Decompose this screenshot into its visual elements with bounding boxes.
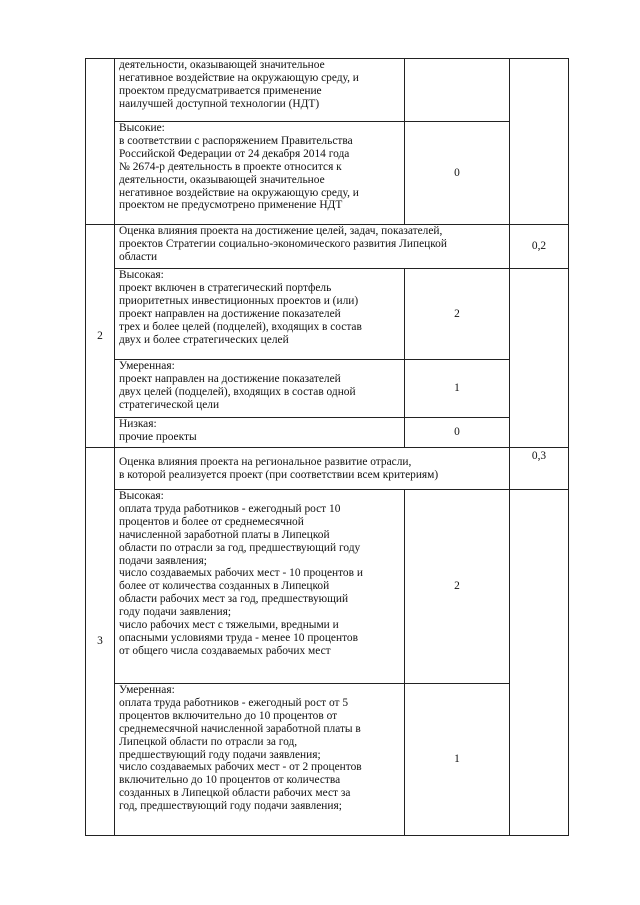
text-line: оплата труда работников - ежегодный рост 10 bbox=[119, 502, 341, 515]
section-number: 3 bbox=[86, 448, 115, 836]
table-row bbox=[86, 684, 569, 836]
table-row bbox=[86, 225, 569, 269]
text-line: от общего числа создаваемых рабочих мест bbox=[119, 644, 331, 657]
text-line: в соответствии с распоряжением Правительства bbox=[119, 134, 353, 147]
score-cell: 0 bbox=[405, 418, 510, 448]
level-label: Высокие: bbox=[119, 122, 165, 134]
text-line: созданных в Липецкой области рабочих мест за bbox=[119, 787, 351, 800]
text-line: число рабочих мест с тяжелыми, вредными и bbox=[119, 619, 339, 632]
text-line: проектом предусматривается применение bbox=[119, 84, 322, 97]
criterion-text bbox=[115, 490, 405, 684]
text-line: более от количества созданных в Липецкой bbox=[119, 580, 330, 593]
score-cell: 2 bbox=[405, 269, 510, 360]
text-line: прочие проекты bbox=[119, 430, 197, 443]
criterion-text bbox=[115, 269, 405, 360]
section-number-cell bbox=[86, 59, 115, 225]
text-line: число создаваемых рабочих мест - от 2 процентов bbox=[119, 761, 362, 774]
text-line: начисленной заработной платы в Липецкой bbox=[119, 528, 330, 541]
score-cell: 1 bbox=[405, 360, 510, 418]
criterion-heading bbox=[115, 225, 510, 269]
criterion-heading bbox=[115, 448, 510, 490]
text-line: среднемесячной начисленной заработной платы в bbox=[119, 722, 361, 735]
text-line: число создаваемых рабочих мест - 10 процентов и bbox=[119, 567, 363, 580]
text-line: деятельности, оказывающей значительное bbox=[119, 173, 325, 186]
weight-cell bbox=[510, 269, 569, 448]
criterion-text bbox=[115, 122, 405, 225]
text-line: двух целей (подцелей), входящих в состав одной bbox=[119, 385, 356, 398]
level-label: Умеренная: bbox=[119, 360, 175, 372]
text-line: году подачи заявления; bbox=[119, 606, 231, 619]
text-line: Оценка влияния проекта на достижение целей, задач, показателей, bbox=[119, 225, 443, 237]
table-row bbox=[86, 122, 569, 225]
text-line: негативное воздействие на окружающую среду, и bbox=[119, 186, 359, 199]
criterion-text bbox=[115, 59, 405, 122]
text-line: № 2674-р деятельность в проекте относится к bbox=[119, 160, 342, 173]
text-line: трех и более целей (подцелей), входящих в состав bbox=[119, 320, 362, 333]
criterion-text bbox=[115, 418, 405, 448]
text-line: год, предшествующий году подачи заявления; bbox=[119, 800, 342, 813]
weight-cell bbox=[510, 59, 569, 225]
text-line: подачи заявления; bbox=[119, 554, 207, 567]
table-row bbox=[86, 418, 569, 448]
criterion-text bbox=[115, 684, 405, 836]
text-line: области по отрасли за год, предшествующий году bbox=[119, 541, 361, 554]
text-line: включительно до 10 процентов от количества bbox=[119, 774, 341, 787]
table-row bbox=[86, 59, 569, 122]
level-label: Умеренная: bbox=[119, 684, 175, 696]
text-line: проект направлен на достижение показателей bbox=[119, 307, 341, 320]
text-line: области bbox=[119, 250, 158, 263]
table-row bbox=[86, 360, 569, 418]
score-cell: 1 bbox=[405, 684, 510, 836]
text-line: деятельности, оказывающей значительное bbox=[119, 59, 325, 71]
level-label: Низкая: bbox=[119, 418, 157, 430]
weight-cell bbox=[510, 490, 569, 836]
text-line: стратегической цели bbox=[119, 398, 220, 411]
text-line: оплата труда работников - ежегодный рост от 5 bbox=[119, 696, 349, 709]
table-row bbox=[86, 448, 569, 490]
score-cell: 0 bbox=[405, 122, 510, 225]
weight-value: 0,3 bbox=[510, 448, 569, 490]
text-line: предшествующий году подачи заявления; bbox=[119, 748, 321, 761]
text-line: области рабочих мест за год, предшествующий bbox=[119, 593, 349, 606]
text-line: в которой реализуется проект (при соответствии всем критериям) bbox=[119, 468, 439, 481]
table-row bbox=[86, 269, 569, 360]
text-line: негативное воздействие на окружающую среду, и bbox=[119, 71, 359, 84]
text-line: Российской Федерации от 24 декабря 2014 года bbox=[119, 147, 350, 160]
text-line: опасными условиями труда - менее 10 процентов bbox=[119, 631, 358, 644]
text-line: процентов включительно до 10 процентов от bbox=[119, 709, 338, 722]
weight-value: 0,2 bbox=[510, 225, 569, 269]
level-label: Высокая: bbox=[119, 490, 164, 502]
table-row bbox=[86, 490, 569, 684]
text-line: проект направлен на достижение показателей bbox=[119, 372, 341, 385]
score-cell: 2 bbox=[405, 490, 510, 684]
text-line: наилучшей доступной технологии (НДТ) bbox=[119, 97, 320, 110]
score-cell bbox=[405, 59, 510, 122]
level-label: Высокая: bbox=[119, 269, 164, 281]
text-line: Липецкой области по отрасли за год, bbox=[119, 735, 298, 748]
criterion-text bbox=[115, 360, 405, 418]
text-line: проект включен в стратегический портфель bbox=[119, 281, 332, 294]
text-line: двух и более стратегических целей bbox=[119, 333, 289, 346]
text-line: приоритетных инвестиционных проектов и (или) bbox=[119, 294, 359, 307]
text-line: процентов и более от среднемесячной bbox=[119, 515, 304, 528]
text-line: проектов Стратегии социально-экономического развития Липецкой bbox=[119, 237, 447, 250]
text-line: Оценка влияния проекта на региональное развитие отрасли, bbox=[119, 455, 412, 468]
criteria-table bbox=[85, 58, 569, 836]
section-number: 2 bbox=[86, 225, 115, 448]
text-line: проектом не предусмотрено применение НДТ bbox=[119, 199, 343, 212]
